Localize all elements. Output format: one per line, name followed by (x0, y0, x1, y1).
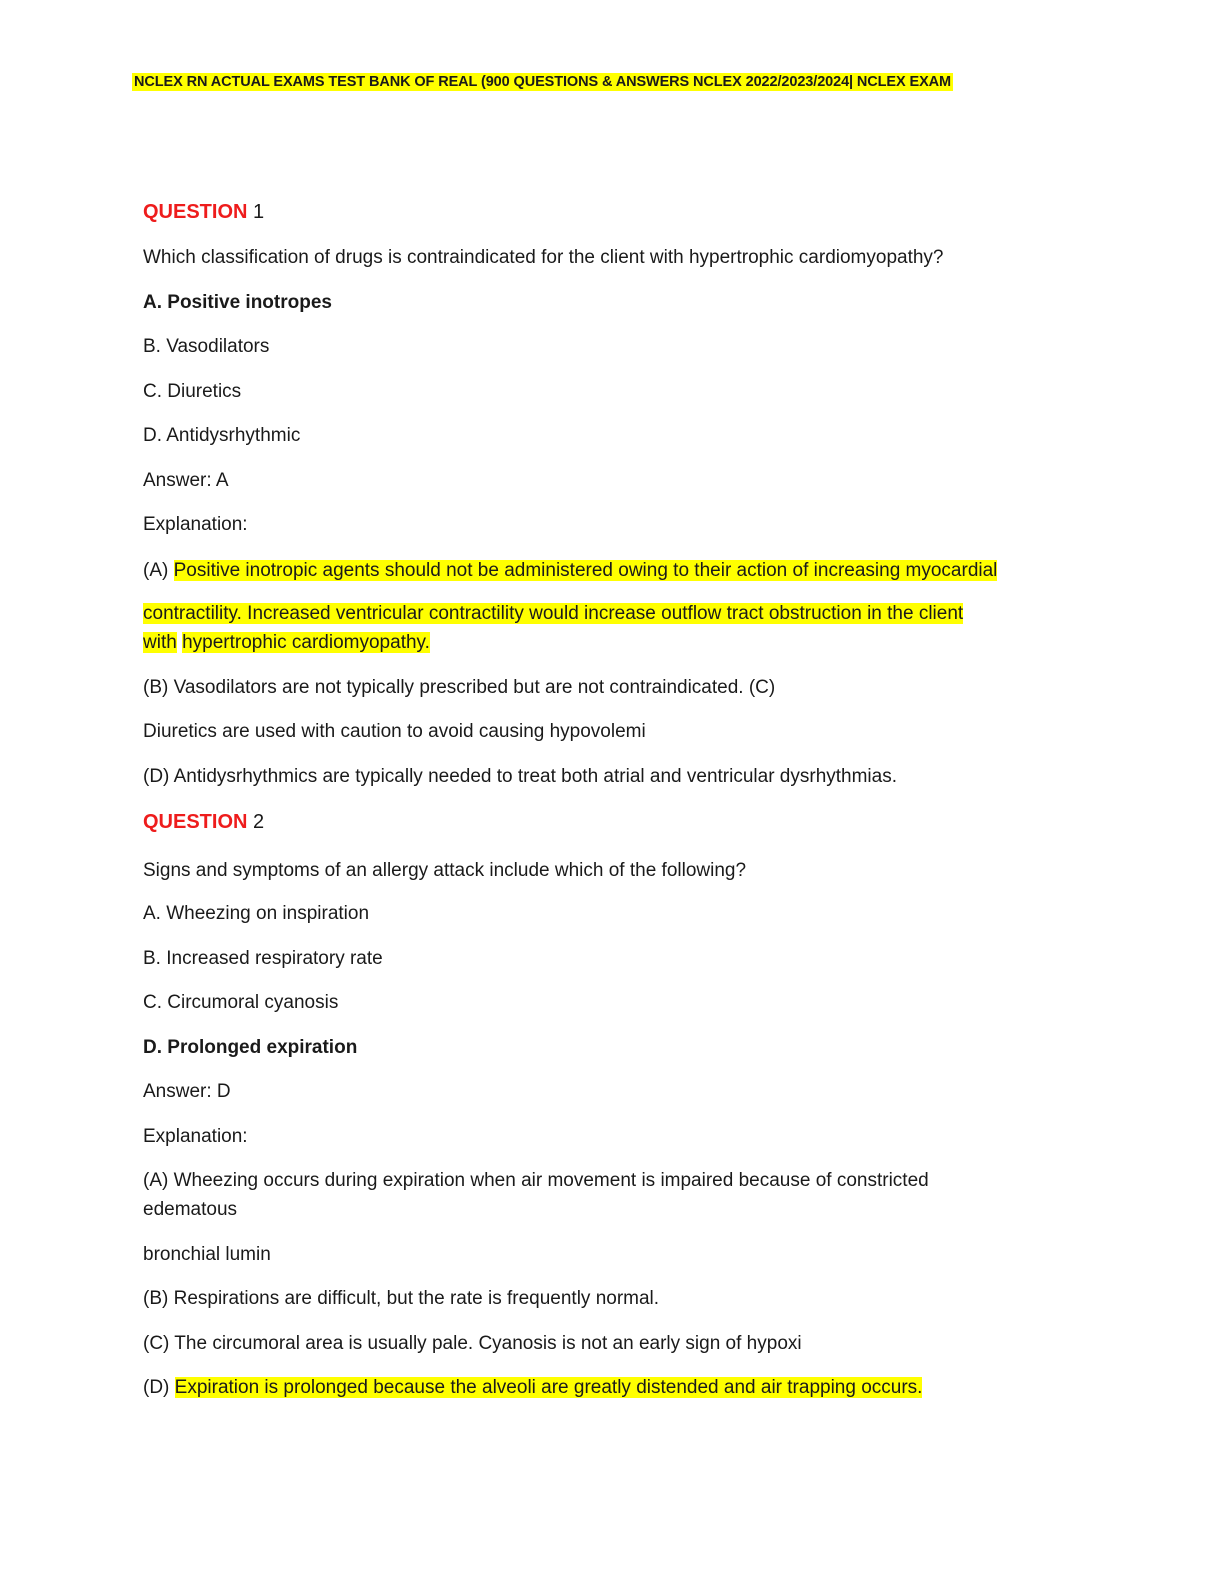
question-2-explanation-d (143, 1373, 922, 1402)
question-2-option-c: C. Circumoral cyanosis (143, 992, 339, 1013)
question-2-explanation-c: (C) The circumoral area is usually pale. Cyanosis is not an early sign of hypoxi (143, 1333, 802, 1354)
question-1-title (143, 198, 264, 227)
question-number: 1 (253, 201, 265, 223)
question-1-explanation-d: (D) Antidysrhythmics are typically needed to treat both atrial and ventricular dysrhythmias. (143, 766, 897, 787)
question-label: QUESTION (143, 201, 248, 223)
document-header-banner: NCLEX RN ACTUAL EXAMS TEST BANK OF REAL (900 QUESTIONS & ANSWERS NCLEX 2022/2023/2024| NCLEX EXAM (134, 74, 951, 90)
question-1-option-d: D. Antidysrhythmic (143, 425, 301, 446)
highlighted-explanation: contractility. Increased ventricular contractility would increase outflow tract obstruction in the client (143, 603, 964, 624)
question-1-explanation-a-line-2 (143, 599, 963, 628)
highlighted-explanation-prefix: with (143, 632, 177, 653)
question-1-explanation-label: Explanation: (143, 514, 248, 535)
question-2-prompt: Signs and symptoms of an allergy attack include which of the following? (143, 860, 747, 881)
question-2-title (143, 808, 264, 837)
question-1-option-c: C. Diuretics (143, 381, 242, 402)
question-2-explanation-a-line-1: (A) Wheezing occurs during expiration when air movement is impaired because of constricted (143, 1170, 929, 1191)
question-1-prompt: Which classification of drugs is contraindicated for the client with hypertrophic cardiomyopathy? (143, 247, 944, 268)
explanation-prefix: (A) (143, 560, 174, 581)
question-1-answer: Answer: A (143, 470, 229, 491)
explanation-prefix: (D) (143, 1377, 175, 1398)
highlighted-explanation: hypertrophic cardiomyopathy. (182, 632, 430, 653)
question-2-option-b: B. Increased respiratory rate (143, 948, 383, 969)
question-2-answer: Answer: D (143, 1081, 231, 1102)
question-2-option-d: D. Prolonged expiration (143, 1037, 358, 1058)
question-number: 2 (253, 811, 265, 833)
question-2-explanation-b: (B) Respirations are difficult, but the rate is frequently normal. (143, 1288, 660, 1309)
question-2-option-a: A. Wheezing on inspiration (143, 903, 370, 924)
question-1-option-b: B. Vasodilators (143, 336, 270, 357)
question-1-explanation-b: (B) Vasodilators are not typically prescribed but are not contraindicated. (C) (143, 677, 776, 698)
question-1-option-a: A. Positive inotropes (143, 292, 332, 313)
question-1-explanation-c: Diuretics are used with caution to avoid causing hypovolemi (143, 721, 646, 742)
question-1-explanation-a-line-3 (143, 628, 430, 657)
question-2-explanation-label: Explanation: (143, 1126, 248, 1147)
question-1-explanation-a-line-1 (143, 556, 997, 585)
highlighted-explanation: Expiration is prolonged because the alveoli are greatly distended and air trapping occurs. (174, 1377, 923, 1398)
question-2-explanation-a-line-2: edematous (143, 1199, 238, 1220)
question-2-explanation-a-line-3: bronchial lumin (143, 1244, 271, 1265)
question-label: QUESTION (143, 811, 248, 833)
highlighted-explanation: Positive inotropic agents should not be administered owing to their action of increasing myocardial (173, 560, 998, 581)
